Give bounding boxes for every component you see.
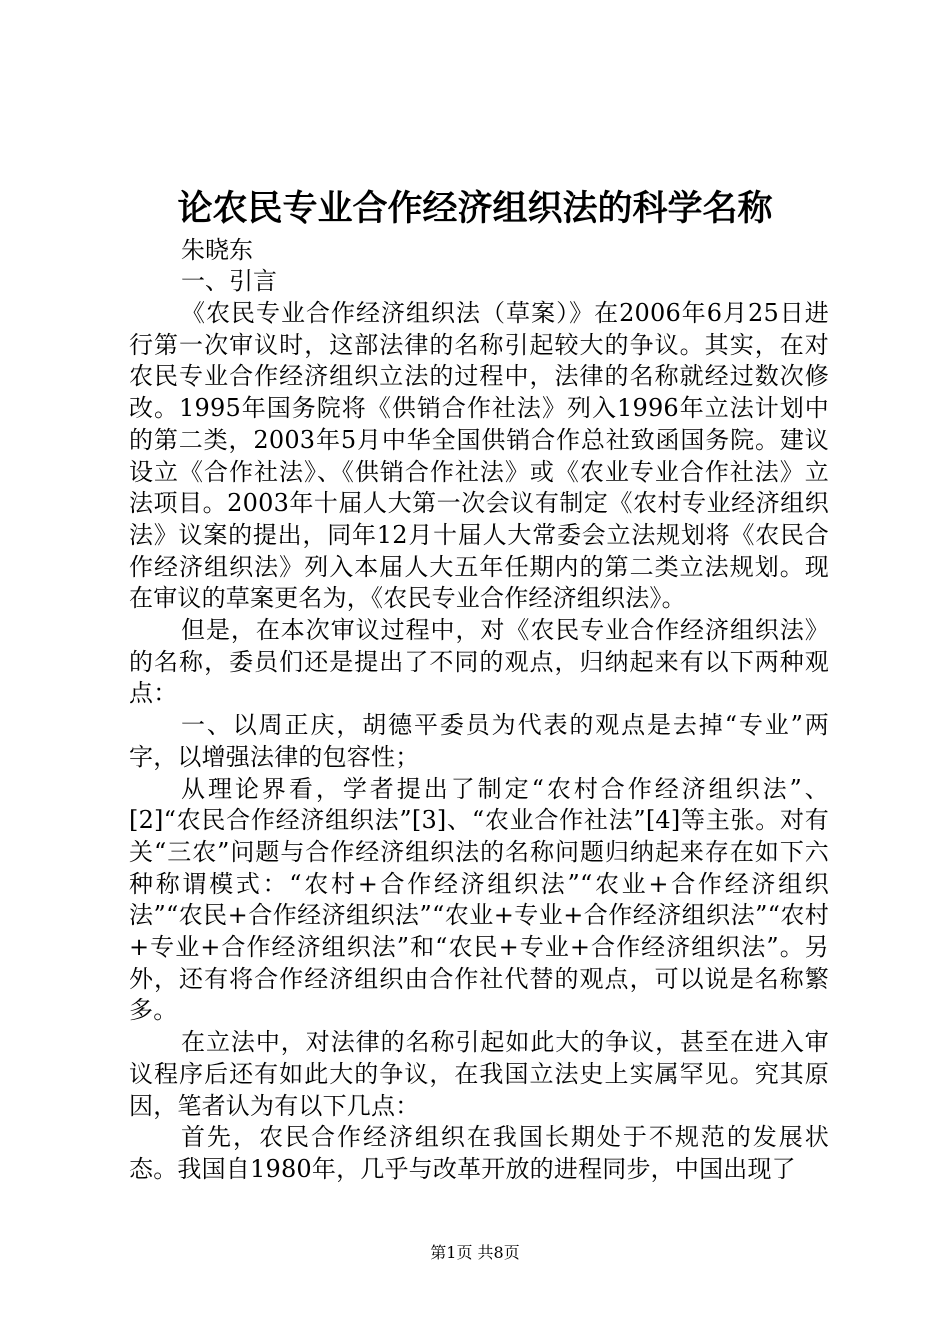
paragraph: 但是，在本次审议过程中，对《农民专业合作经济组织法》的名称，委员们还是提出了不同的观点，归纳起来有以下两种观点：: [129, 616, 829, 708]
paragraph: 首先，农民合作经济组织在我国长期处于不规范的发展状态。我国自1980年，几乎与改革开放的进程同步，中国出现了: [129, 1123, 829, 1183]
paragraph: 从理论界看，学者提出了制定“农村合作经济组织法”、[2]“农民合作经济组织法”[3]、“农业合作社法”[4]等主张。对有关“三农”问题与合作经济组织法的名称问题归纳起来存在如下六种称谓模式：“农村+合作经济组织法”“农业+合作经济组织法”“农民+合作经济组织法”“农业+专业+合作经济组织法”“农村+专业+合作经济组织法”和“农民+专业+合作经济组织法”。另外，还有将合作经济组织由合作社代替的观点，可以说是名称繁多。: [129, 774, 829, 1025]
paragraph: 一、以周正庆，胡德平委员为代表的观点是去掉“专业”两字，以增强法律的包容性；: [129, 711, 829, 771]
section-heading: 一、引言: [181, 267, 277, 295]
page-number-footer: 第1页 共8页: [430, 1243, 520, 1262]
paragraph: 《农民专业合作经济组织法（草案）》在2006年6月25日进行第一次审议时，这部法律的名称引起较大的争议。其实，在对农民专业合作经济组织立法的过程中，法律的名称就经过数次修改。1995年国务院将《供销合作社法》列入1996年立法计划中的第二类，2003年5月中华全国供销合作总社致函国务院。建议设立《合作社法》、《供销合作社法》或《农业专业合作社法》立法项目。2003年十届人大第一次会议有制定《农村专业经济组织法》议案的提出，同年12月十届人大常委会立法规划将《农民合作经济组织法》列入本届人大五年任期内的第二类立法规划。现在审议的草案更名为，《农民专业合作经济组织法》。: [129, 299, 829, 613]
body-text: [129, 298, 829, 1186]
author-name: 朱晓东: [181, 236, 253, 264]
paragraph: 在立法中，对法律的名称引起如此大的争议，甚至在进入审议程序后还有如此大的争议，在我国立法史上实属罕见。究其原因，笔者认为有以下几点：: [129, 1028, 829, 1120]
document-title: 论农民专业合作经济组织法的科学名称: [177, 189, 773, 229]
